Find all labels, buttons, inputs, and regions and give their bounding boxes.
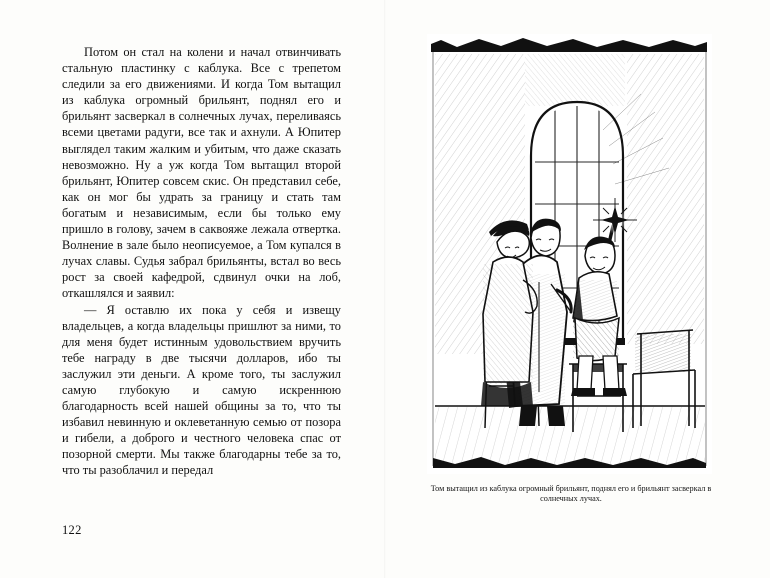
illustration-caption: Том вытащил из каблука огромный брильянт, поднял его и брильянт засверкал в солнечных лучах. — [430, 484, 712, 504]
page-number: 122 — [62, 523, 82, 537]
illustration-frame — [427, 34, 712, 474]
body-text: Потом он стал на колени и начал отвинчивать стальную пластинку с каблука. Все с трепетом следили за его движениями. И когда Том вытащил из каблука огромный брильянт, поднял его и брильянт засверкал в солнечных лучах, переливаясь всеми цветами радуги, все так и ахнули. А Юпитер выглядел таким жалким и убитым, что даже сказать невозможно. Ну а уж когда Том вытащил второй брильянт, Юпитер совсем скис. Он представил себе, как он мог бы удрать за границу и стать там богатым и независимым, если бы только ему пришло в голову, зачем в саквояже лежала отвертка. Волнение в зале было неописуемое, а Том купался в лучах славы. Судья забрал брильянты, встал во весь рост за своей кафедрой, сдвинул очки на лоб, откашлялся и заявил: — Я оставлю их пока у себя и извещу владельцев, а когда владельцы пришлют за ними, то для меня будет истинным удовольствием вручить тебе награду в две тысячи долларов, ибо ты заслужил эти деньги. А кроме того, ты заслужил самую глубокую и самую искреннюю благодарность всей нашей общины за то, что ты избавил невинную и оклеветанную семью от позора и гибели, а доброго и честного человека спас от позорной смерти. Мы также благодарны тебе за то, что ты разоблачил и передал — [62, 45, 345, 478]
illustration-wrapper — [427, 34, 712, 474]
courtroom-diamond-illustration-icon — [427, 34, 712, 474]
right-page — [385, 0, 770, 578]
